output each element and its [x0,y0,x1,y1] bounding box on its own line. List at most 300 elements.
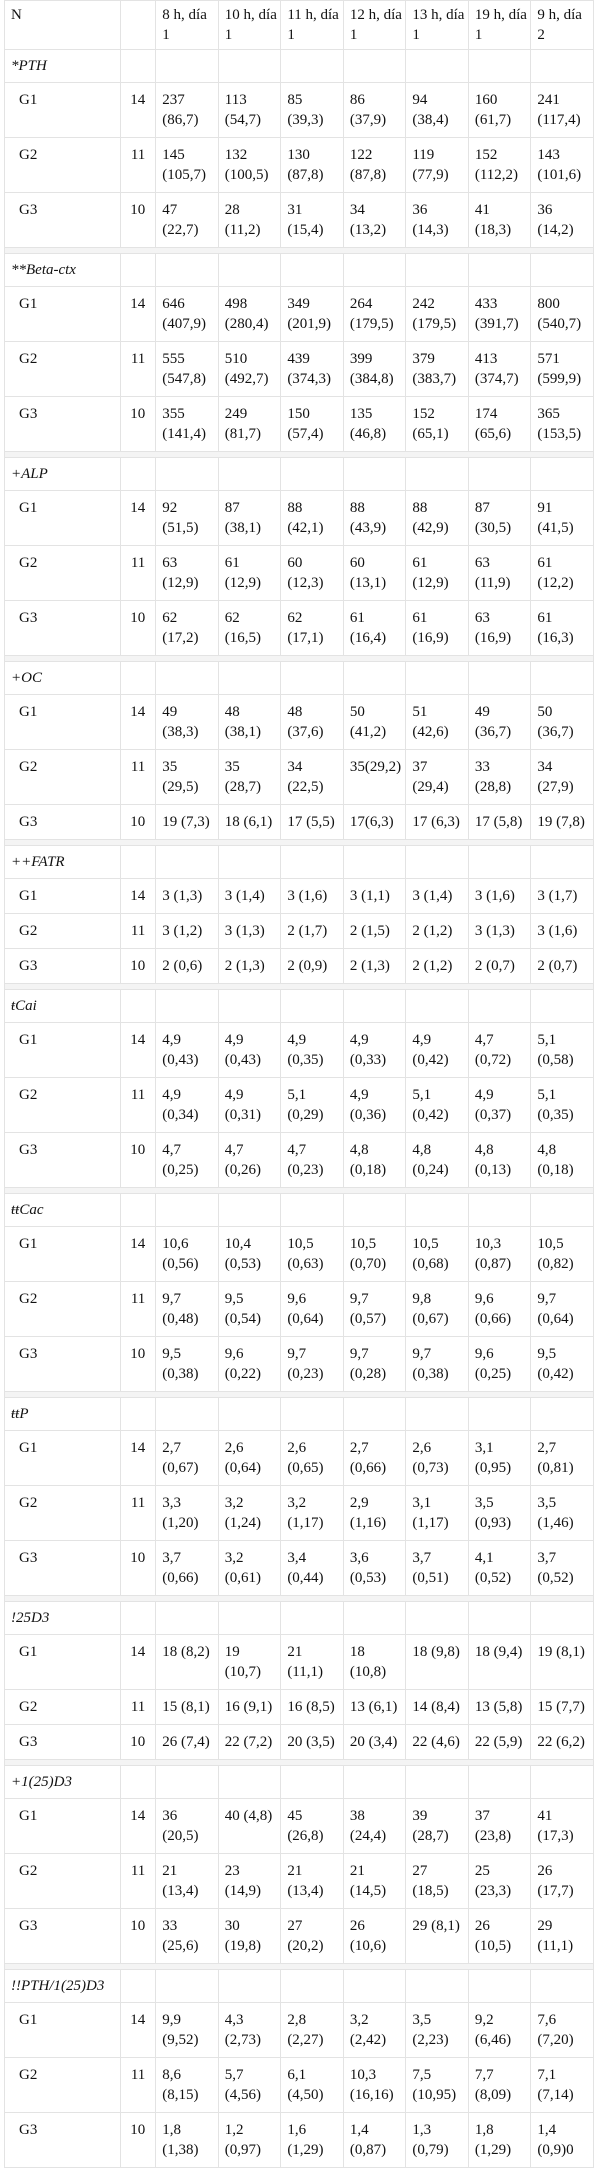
value-cell: 9,7 (0,38) [406,1337,469,1392]
value-cell: 5,1 (0,42) [406,1078,469,1133]
value-cell: 4,9 (0,37) [468,1078,531,1133]
value-cell: 413 (374,7) [468,342,531,397]
table-row [5,914,594,949]
group-cell: G2 [5,1282,121,1337]
section-row [5,846,594,879]
header-cell: N [5,1,121,50]
value-cell: 510 (492,7) [218,342,281,397]
value-cell: 119 (77,9) [406,138,469,193]
empty-cell [531,1602,594,1635]
n-cell: 10 [120,1337,155,1392]
value-cell: 61 (16,4) [343,601,406,656]
value-cell: 23 (14,9) [218,1854,281,1909]
value-cell: 18 (6,1) [218,805,281,840]
value-cell: 3 (1,7) [531,879,594,914]
table-row [5,601,594,656]
value-cell: 135 (46,8) [343,397,406,452]
value-cell: 2 (0,6) [156,949,219,984]
value-cell: 34 (27,9) [531,750,594,805]
value-cell: 60 (13,1) [343,546,406,601]
value-cell: 113 (54,7) [218,83,281,138]
value-cell: 6,1 (4,50) [281,2058,344,2113]
empty-cell [281,458,344,491]
empty-cell [218,662,281,695]
value-cell: 9,7 (0,23) [281,1337,344,1392]
value-cell: 49 (36,7) [468,695,531,750]
value-cell: 160 (61,7) [468,83,531,138]
group-cell: G3 [5,601,121,656]
empty-cell [120,662,155,695]
group-cell: G1 [5,1431,121,1486]
value-cell: 19 (7,3) [156,805,219,840]
value-cell: 26 (17,7) [531,1854,594,1909]
table-row [5,1023,594,1078]
n-cell: 11 [120,2058,155,2113]
empty-cell [406,1194,469,1227]
empty-cell [343,1194,406,1227]
table-row [5,1909,594,1964]
n-cell: 11 [120,750,155,805]
group-cell: G1 [5,1635,121,1690]
value-cell: 85 (39,3) [281,83,344,138]
empty-cell [156,458,219,491]
section-label: !!PTH/1(25)D3 [5,1970,121,2003]
empty-cell [343,458,406,491]
n-cell: 11 [120,138,155,193]
value-cell: 10,4 (0,53) [218,1227,281,1282]
empty-cell [156,1602,219,1635]
value-cell: 41 (18,3) [468,193,531,248]
value-cell: 61 (16,3) [531,601,594,656]
value-cell: 38 (24,4) [343,1799,406,1854]
value-cell: 1,2 (0,97) [218,2113,281,2168]
value-cell: 3 (1,3) [156,879,219,914]
empty-cell [156,990,219,1023]
section-row [5,1602,594,1635]
empty-cell [468,990,531,1023]
value-cell: 18 (9,8) [406,1635,469,1690]
value-cell: 18 (9,4) [468,1635,531,1690]
n-cell: 14 [120,491,155,546]
empty-cell [281,1766,344,1799]
value-cell: 18 (8,2) [156,1635,219,1690]
empty-cell [406,50,469,83]
value-cell: 15 (7,7) [531,1690,594,1725]
empty-cell [156,1970,219,2003]
value-cell: 5,7 (4,56) [218,2058,281,2113]
value-cell: 17 (5,5) [281,805,344,840]
section-row [5,1970,594,2003]
n-cell: 11 [120,342,155,397]
value-cell: 3 (1,4) [406,879,469,914]
value-cell: 19 (7,8) [531,805,594,840]
value-cell: 20 (3,5) [281,1725,344,1760]
value-cell: 7,6 (7,20) [531,2003,594,2058]
value-cell: 264 (179,5) [343,287,406,342]
value-cell: 3,6 (0,53) [343,1541,406,1596]
section-row [5,662,594,695]
value-cell: 1,3 (0,79) [406,2113,469,2168]
empty-cell [218,1398,281,1431]
table-row [5,1337,594,1392]
value-cell: 61 (16,9) [406,601,469,656]
n-cell: 11 [120,1078,155,1133]
value-cell: 17(6,3) [343,805,406,840]
value-cell: 62 (16,5) [218,601,281,656]
group-cell: G1 [5,879,121,914]
empty-cell [156,1398,219,1431]
value-cell: 21 (11,1) [281,1635,344,1690]
value-cell: 2,7 (0,67) [156,1431,219,1486]
value-cell: 3,3 (1,20) [156,1486,219,1541]
n-cell: 10 [120,1909,155,1964]
group-cell: G3 [5,1337,121,1392]
value-cell: 2 (1,3) [218,949,281,984]
group-cell: G1 [5,2003,121,2058]
value-cell: 7,5 (10,95) [406,2058,469,2113]
value-cell: 63 (16,9) [468,601,531,656]
table-row [5,750,594,805]
group-cell: G1 [5,1023,121,1078]
empty-cell [281,1194,344,1227]
group-cell: G3 [5,1909,121,1964]
empty-cell [156,1766,219,1799]
empty-cell [218,1766,281,1799]
value-cell: 8,6 (8,15) [156,2058,219,2113]
value-cell: 399 (384,8) [343,342,406,397]
value-cell: 433 (391,7) [468,287,531,342]
table-row [5,2003,594,2058]
group-cell: G2 [5,2058,121,2113]
value-cell: 2,6 (0,73) [406,1431,469,1486]
group-cell: G3 [5,805,121,840]
section-label: +1(25)D3 [5,1766,121,1799]
empty-cell [406,1970,469,2003]
empty-cell [120,458,155,491]
empty-cell [218,1970,281,2003]
n-cell: 10 [120,601,155,656]
value-cell: 4,8 (0,18) [531,1133,594,1188]
value-cell: 10,3 (16,16) [343,2058,406,2113]
value-cell: 88 (42,9) [406,491,469,546]
value-cell: 60 (12,3) [281,546,344,601]
value-cell: 61 (12,9) [218,546,281,601]
value-cell: 3,2 (0,61) [218,1541,281,1596]
empty-cell [156,1194,219,1227]
table-row [5,1227,594,1282]
n-cell: 10 [120,397,155,452]
value-cell: 3,5 (2,23) [406,2003,469,2058]
group-cell: G2 [5,342,121,397]
value-cell: 88 (42,1) [281,491,344,546]
value-cell: 152 (65,1) [406,397,469,452]
value-cell: 25 (23,3) [468,1854,531,1909]
empty-cell [343,990,406,1023]
empty-cell [120,990,155,1023]
value-cell: 92 (51,5) [156,491,219,546]
value-cell: 1,8 (1,29) [468,2113,531,2168]
n-cell: 11 [120,914,155,949]
n-cell: 14 [120,287,155,342]
value-cell: 379 (383,7) [406,342,469,397]
value-cell: 87 (30,5) [468,491,531,546]
value-cell: 29 (8,1) [406,1909,469,1964]
empty-cell [218,254,281,287]
value-cell: 4,9 (0,31) [218,1078,281,1133]
group-cell: G1 [5,695,121,750]
value-cell: 63 (11,9) [468,546,531,601]
empty-cell [531,662,594,695]
header-cell: 11 h, día 1 [281,1,344,50]
table-row [5,1635,594,1690]
n-cell: 10 [120,2113,155,2168]
empty-cell [468,1398,531,1431]
group-cell: G2 [5,138,121,193]
header-cell: 10 h, día 1 [218,1,281,50]
header-cell: 9 h, día 2 [531,1,594,50]
empty-cell [531,458,594,491]
table-row [5,1078,594,1133]
value-cell: 19 (8,1) [531,1635,594,1690]
value-cell: 10,6 (0,56) [156,1227,219,1282]
empty-cell [406,1398,469,1431]
table-row [5,546,594,601]
empty-cell [406,458,469,491]
empty-cell [281,990,344,1023]
n-cell: 11 [120,546,155,601]
value-cell: 50 (41,2) [343,695,406,750]
value-cell: 3 (1,1) [343,879,406,914]
empty-cell [120,1194,155,1227]
group-cell: G1 [5,83,121,138]
results-table [4,0,594,2168]
value-cell: 5,1 (0,35) [531,1078,594,1133]
empty-cell [281,254,344,287]
group-cell: G1 [5,287,121,342]
value-cell: 4,9 (0,43) [218,1023,281,1078]
empty-cell [468,254,531,287]
value-cell: 22 (5,9) [468,1725,531,1760]
value-cell: 10,5 (0,70) [343,1227,406,1282]
value-cell: 7,1 (7,14) [531,2058,594,2113]
value-cell: 39 (28,7) [406,1799,469,1854]
value-cell: 2 (1,7) [281,914,344,949]
table-header-row [5,1,594,50]
empty-cell [468,1602,531,1635]
value-cell: 26 (7,4) [156,1725,219,1760]
header-cell: 19 h, día 1 [468,1,531,50]
value-cell: 9,6 (0,22) [218,1337,281,1392]
n-cell: 10 [120,1541,155,1596]
value-cell: 249 (81,7) [218,397,281,452]
section-row [5,458,594,491]
section-row [5,254,594,287]
value-cell: 4,8 (0,13) [468,1133,531,1188]
value-cell: 4,9 (0,42) [406,1023,469,1078]
value-cell: 41 (17,3) [531,1799,594,1854]
value-cell: 174 (65,6) [468,397,531,452]
empty-cell [406,1602,469,1635]
empty-cell [120,1398,155,1431]
value-cell: 9,7 (0,57) [343,1282,406,1337]
empty-cell [281,1398,344,1431]
empty-cell [531,1766,594,1799]
value-cell: 152 (112,2) [468,138,531,193]
value-cell: 1,8 (1,38) [156,2113,219,2168]
empty-cell [468,846,531,879]
empty-cell [406,1766,469,1799]
table-row [5,695,594,750]
value-cell: 4,8 (0,24) [406,1133,469,1188]
table-row [5,1854,594,1909]
empty-cell [156,846,219,879]
n-cell: 14 [120,1431,155,1486]
header-cell: 12 h, día 1 [343,1,406,50]
n-cell: 14 [120,1227,155,1282]
value-cell: 34 (13,2) [343,193,406,248]
value-cell: 3 (1,3) [218,914,281,949]
empty-cell [218,458,281,491]
group-cell: G1 [5,491,121,546]
value-cell: 13 (6,1) [343,1690,406,1725]
value-cell: 9,5 (0,42) [531,1337,594,1392]
value-cell: 3 (1,3) [468,914,531,949]
value-cell: 3,2 (1,17) [281,1486,344,1541]
table-row [5,138,594,193]
value-cell: 3,5 (0,93) [468,1486,531,1541]
empty-cell [120,254,155,287]
value-cell: 2 (1,2) [406,949,469,984]
n-cell: 11 [120,1854,155,1909]
value-cell: 439 (374,3) [281,342,344,397]
empty-cell [281,1970,344,2003]
n-cell: 10 [120,1725,155,1760]
header-cell: 8 h, día 1 [156,1,219,50]
value-cell: 14 (8,4) [406,1690,469,1725]
value-cell: 9,8 (0,67) [406,1282,469,1337]
value-cell: 2,6 (0,64) [218,1431,281,1486]
value-cell: 86 (37,9) [343,83,406,138]
value-cell: 4,3 (2,73) [218,2003,281,2058]
value-cell: 18 (10,8) [343,1635,406,1690]
empty-cell [120,1766,155,1799]
empty-cell [468,50,531,83]
empty-cell [406,990,469,1023]
value-cell: 33 (28,8) [468,750,531,805]
n-cell: 10 [120,805,155,840]
section-row [5,990,594,1023]
empty-cell [120,50,155,83]
value-cell: 34 (22,5) [281,750,344,805]
value-cell: 242 (179,5) [406,287,469,342]
empty-cell [281,846,344,879]
group-cell: G3 [5,1541,121,1596]
value-cell: 800 (540,7) [531,287,594,342]
value-cell: 17 (6,3) [406,805,469,840]
value-cell: 28 (11,2) [218,193,281,248]
section-row [5,1766,594,1799]
value-cell: 5,1 (0,58) [531,1023,594,1078]
empty-cell [406,254,469,287]
empty-cell [531,50,594,83]
value-cell: 3 (1,6) [468,879,531,914]
value-cell: 27 (20,2) [281,1909,344,1964]
value-cell: 62 (17,1) [281,601,344,656]
table-row [5,397,594,452]
n-cell: 11 [120,1486,155,1541]
value-cell: 36 (20,5) [156,1799,219,1854]
value-cell: 3 (1,6) [531,914,594,949]
value-cell: 3 (1,6) [281,879,344,914]
empty-cell [343,1970,406,2003]
group-cell: G3 [5,1725,121,1760]
value-cell: 2 (1,3) [343,949,406,984]
value-cell: 13 (5,8) [468,1690,531,1725]
value-cell: 22 (6,2) [531,1725,594,1760]
value-cell: 3 (1,2) [156,914,219,949]
value-cell: 16 (8,5) [281,1690,344,1725]
value-cell: 35 (29,5) [156,750,219,805]
empty-cell [343,1602,406,1635]
value-cell: 26 (10,6) [343,1909,406,1964]
value-cell: 3,5 (1,46) [531,1486,594,1541]
value-cell: 2,7 (0,66) [343,1431,406,1486]
group-cell: G2 [5,1854,121,1909]
value-cell: 61 (12,2) [531,546,594,601]
value-cell: 10,5 (0,82) [531,1227,594,1282]
section-label: +ALP [5,458,121,491]
table-row [5,1690,594,1725]
value-cell: 3 (1,4) [218,879,281,914]
section-row [5,1194,594,1227]
table-row [5,805,594,840]
header-cell [120,1,155,50]
n-cell: 10 [120,1133,155,1188]
empty-cell [531,990,594,1023]
table-row [5,879,594,914]
empty-cell [218,50,281,83]
section-label: !25D3 [5,1602,121,1635]
n-cell: 14 [120,1799,155,1854]
n-cell: 14 [120,2003,155,2058]
value-cell: 3,2 (2,42) [343,2003,406,2058]
empty-cell [468,1970,531,2003]
empty-cell [281,1602,344,1635]
section-row [5,50,594,83]
value-cell: 2,8 (2,27) [281,2003,344,2058]
value-cell: 355 (141,4) [156,397,219,452]
group-cell: G1 [5,1799,121,1854]
value-cell: 2 (1,2) [406,914,469,949]
value-cell: 3,1 (0,95) [468,1431,531,1486]
group-cell: G3 [5,949,121,984]
value-cell: 30 (19,8) [218,1909,281,1964]
section-label: ŧŧCac [5,1194,121,1227]
value-cell: 646 (407,9) [156,287,219,342]
value-cell: 45 (26,8) [281,1799,344,1854]
header-cell: 13 h, día 1 [406,1,469,50]
value-cell: 3,7 (0,66) [156,1541,219,1596]
value-cell: 29 (11,1) [531,1909,594,1964]
section-label: *PTH [5,50,121,83]
value-cell: 7,7 (8,09) [468,2058,531,2113]
value-cell: 241 (117,4) [531,83,594,138]
n-cell: 14 [120,1635,155,1690]
value-cell: 94 (38,4) [406,83,469,138]
table-row [5,287,594,342]
n-cell: 14 [120,1023,155,1078]
n-cell: 11 [120,1690,155,1725]
